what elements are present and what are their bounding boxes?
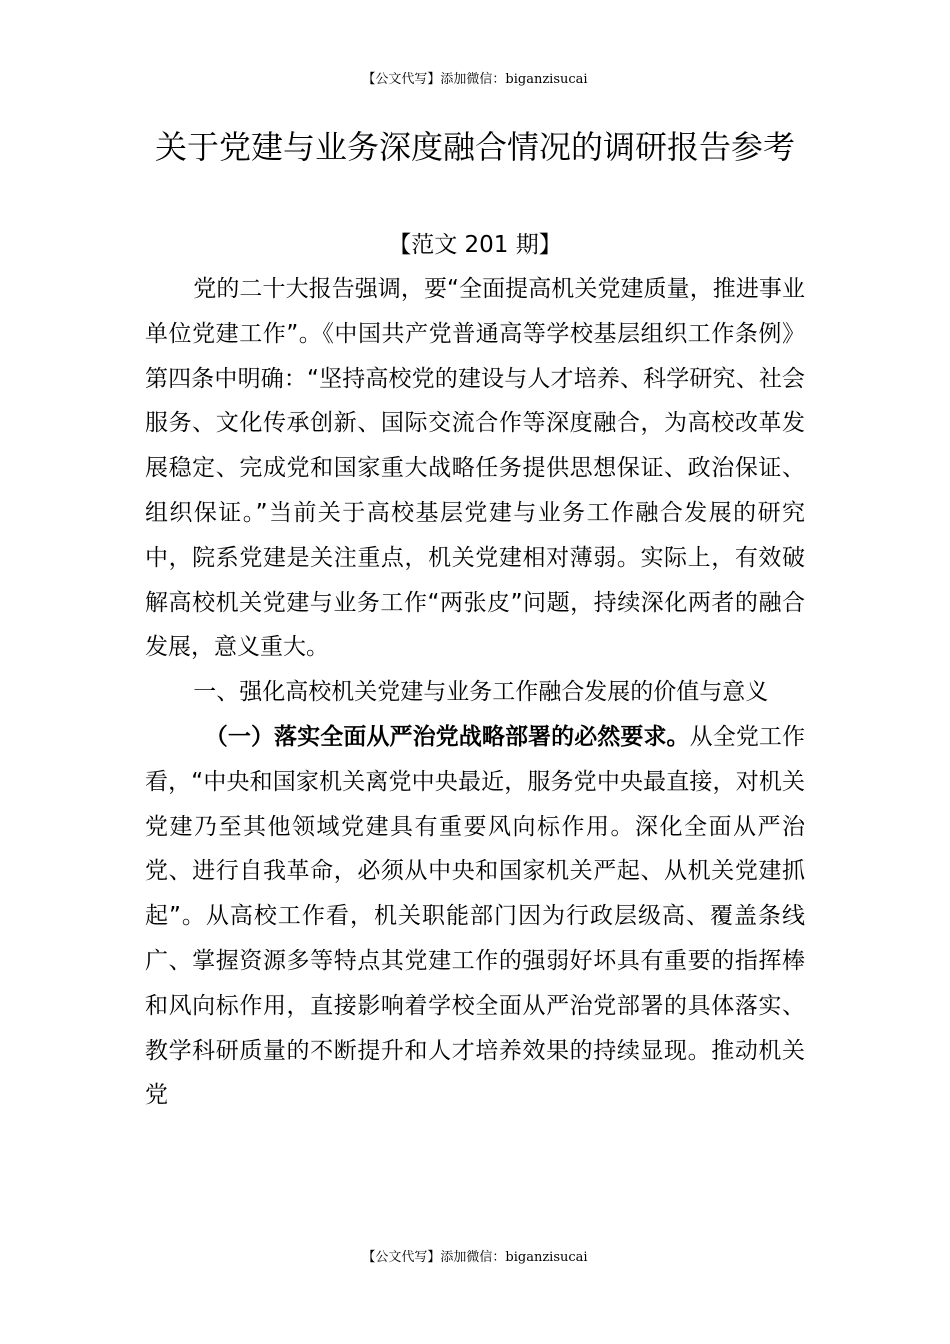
subsection-text: 从全党工作看，“中央和国家机关离党中央最近，服务党中央最直接，对机关党建乃至其他领域党建具有重要风向标作用。深化全面从严治党、进行自我革命，必须从中央和国家机关严起、从机关党建抓起”。从高校工作看，机关职能部门因为行政层级高、覆盖条线广、掌握资源多等特点其党建工作的强弱好坏具有重要的指挥棒和风向标作用，直接影响着学校全面从严治党部署的具体落实、教学科研质量的不断提升和人才培养效果的持续显现。推动机关党: [145, 723, 806, 1109]
intro-paragraph: 党的二十大报告强调，要“全面提高机关党建质量，推进事业单位党建工作”。《中国共产党普通高等学校基层组织工作条例》第四条中明确：“坚持高校党的建设与人才培养、科学研究、社会服务、文化传承创新、国际交流合作等深度融合，为高校改革发展稳定、完成党和国家重大战略任务提供思想保证、政治保证、组织保证。”当前关于高校基层党建与业务工作融合发展的研究中，院系党建是关注重点，机关党建相对薄弱。实际上，有效破解高校机关党建与业务工作“两张皮”问题，持续深化两者的融合发展，意义重大。: [145, 276, 805, 661]
series-label: 【范文 201 期】: [388, 232, 562, 258]
document-body: [145, 267, 805, 1118]
page-footer: 【公文代写】添加微信：biganzisucai: [362, 1250, 588, 1265]
document-title: 关于党建与业务深度融合情况的调研报告参考: [154, 128, 795, 166]
subsection-heading: （一）落实全面从严治党战略部署的必然要求。: [204, 723, 690, 750]
section-heading: 一、强化高校机关党建与业务工作融合发展的价值与意义: [193, 679, 769, 706]
subsection-paragraph: [145, 715, 805, 1118]
page-header: 【公文代写】添加微信：biganzisucai: [362, 72, 588, 87]
